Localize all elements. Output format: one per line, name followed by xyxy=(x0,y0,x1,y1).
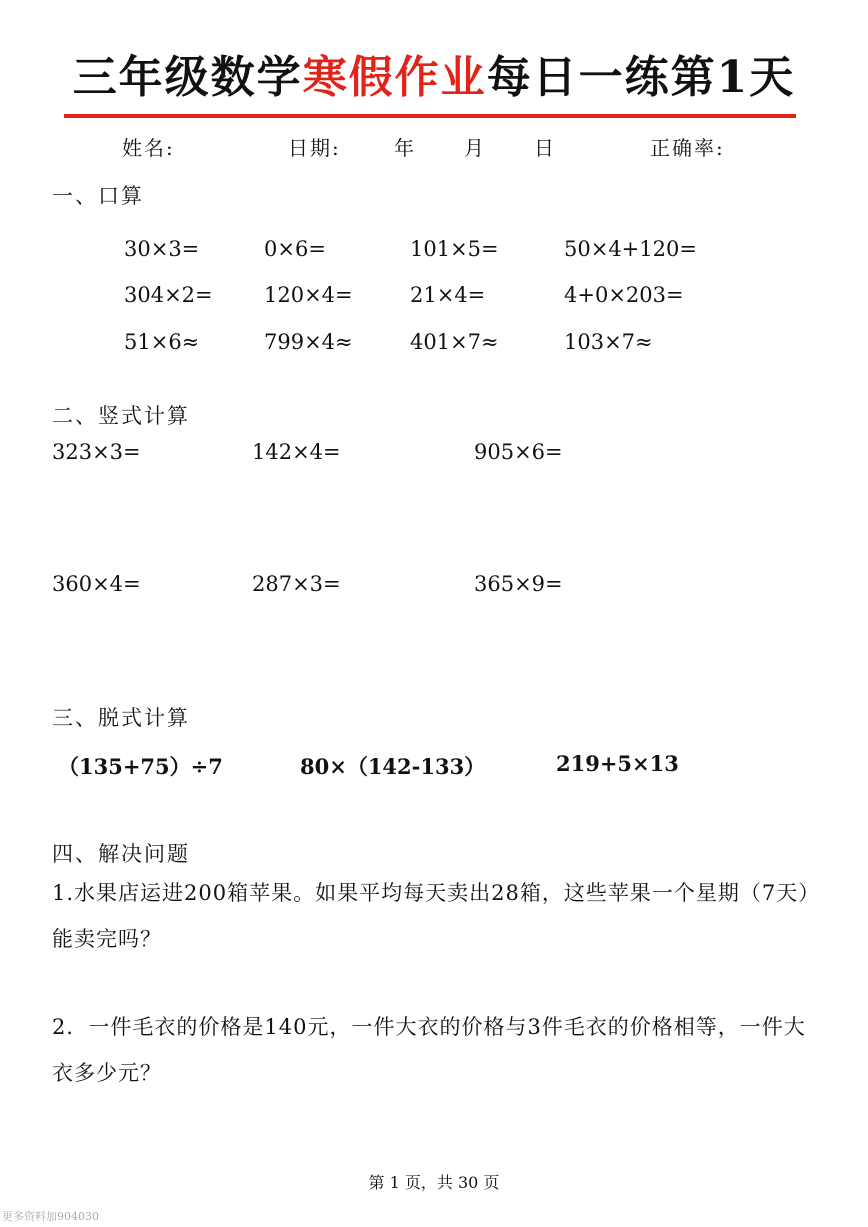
name-label: 姓名: xyxy=(122,136,175,160)
word-problem-1: 1.水果店运进200箱苹果。如果平均每天卖出28箱，这些苹果一个星期（7天）能卖完吗？ xyxy=(52,881,821,951)
oral-calc-item: 799×4≈ xyxy=(264,330,353,354)
date-label: 日期: xyxy=(288,136,341,160)
vertical-calc-item: 905×6= xyxy=(474,440,563,464)
oral-calc-item: 101×5= xyxy=(410,237,499,261)
vertical-calc-item: 360×4= xyxy=(52,572,141,596)
section2-heading: 二、竖式计算 xyxy=(52,404,190,428)
section4-heading: 四、解决问题 xyxy=(52,842,190,866)
oral-calc-item: 401×7≈ xyxy=(410,330,499,354)
oral-calc-item: 30×3= xyxy=(124,237,200,261)
section3-heading: 三、脱式计算 xyxy=(52,706,190,730)
title-highlight: 寒假作业 xyxy=(302,52,487,103)
oral-calc-item: 50×4+120= xyxy=(564,237,697,261)
vertical-calc-item: 365×9= xyxy=(474,572,563,596)
page-footer: 第 1 页，共 30 页 xyxy=(368,1173,500,1192)
page-title xyxy=(0,48,868,108)
title-underline xyxy=(64,114,796,118)
oral-calc-item: 103×7≈ xyxy=(564,330,653,354)
oral-calc-item: 120×4= xyxy=(264,283,353,307)
oral-calc-item: 51×6≈ xyxy=(124,330,200,354)
month-label: 月 xyxy=(464,136,486,160)
vertical-calc-item: 142×4= xyxy=(252,440,341,464)
title-suffix: 每日一练第1天 xyxy=(486,52,796,103)
accuracy-label: 正确率: xyxy=(650,136,725,160)
vertical-calc-item: 323×3= xyxy=(52,440,141,464)
oral-calc-item: 21×4= xyxy=(410,283,486,307)
step-calc-item: 80×（142-133） xyxy=(300,754,486,779)
section1-heading: 一、口算 xyxy=(52,184,144,208)
oral-calc-item: 4+0×203= xyxy=(564,283,684,307)
step-calc-item: 219+5×13 xyxy=(556,751,679,776)
vertical-calc-item: 287×3= xyxy=(252,572,341,596)
year-label: 年 xyxy=(394,136,416,160)
watermark: 更多资料加904030 xyxy=(2,1210,99,1223)
oral-calc-item: 304×2= xyxy=(124,283,213,307)
oral-calc-item: 0×6= xyxy=(264,237,326,261)
day-label: 日 xyxy=(534,136,556,160)
word-problem-2: 2．一件毛衣的价格是140元，一件大衣的价格与3件毛衣的价格相等，一件大衣多少元？ xyxy=(52,1015,806,1085)
step-calc-item: （135+75）÷7 xyxy=(58,754,223,779)
title-prefix: 三年级数学 xyxy=(72,52,303,103)
